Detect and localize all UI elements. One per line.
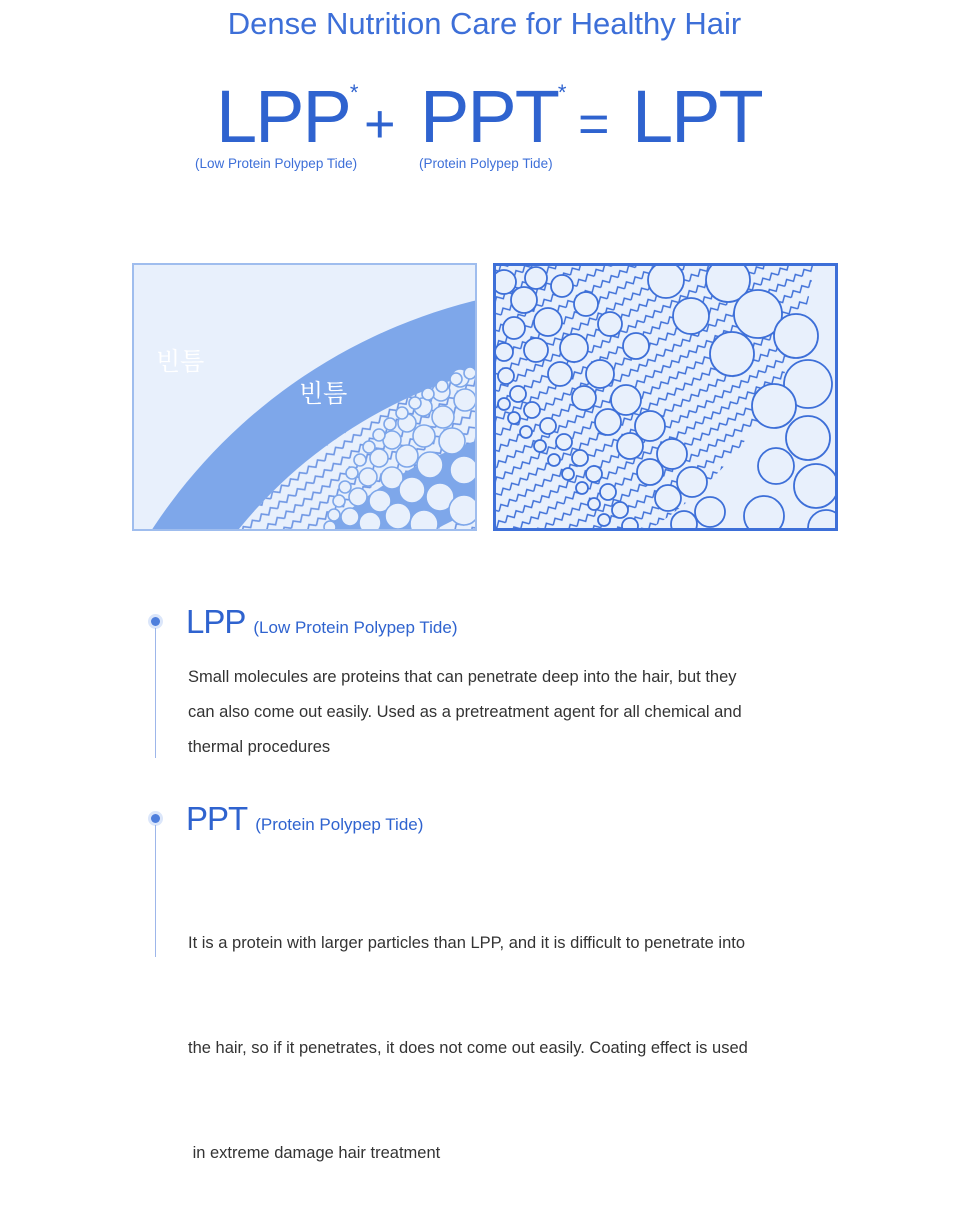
hair-filled-illustration <box>496 266 835 528</box>
ppt-subtitle: (Protein Polypep Tide) <box>419 156 553 171</box>
ppt-line-1: It is a protein with larger particles than LPP, and it is difficult to penetrate into <box>188 934 746 952</box>
formula-lpp <box>216 72 358 162</box>
gap-label-inner: 빈틈 <box>299 379 348 408</box>
hair-gap-diagram <box>132 263 477 531</box>
headline: Dense Nutrition Care for Healthy Hair <box>227 6 742 41</box>
formula-lpt-text: LPT <box>632 75 762 158</box>
lpp-description <box>188 660 828 765</box>
ppt-timeline-line <box>155 825 156 957</box>
lpp-section-title <box>186 603 457 641</box>
ppt-title-subtitle: (Protein Polypep Tide) <box>255 815 424 834</box>
lpp-line-3: thermal procedures <box>188 738 331 756</box>
ppt-description <box>188 856 828 1206</box>
gap-label-outer: 빈틈 <box>156 347 205 376</box>
lpp-line-1: Small molecules are proteins that can penetrate deep into the hair, but they <box>188 668 737 686</box>
lpp-title-subtitle: (Low Protein Polypep Tide) <box>253 618 458 637</box>
formula-lpp-asterisk: * <box>349 80 359 105</box>
ppt-line-3: in extreme damage hair treatment <box>188 1144 441 1162</box>
equals-sign: = <box>578 94 608 154</box>
hair-gap-illustration <box>134 265 475 529</box>
lpp-subtitle: (Low Protein Polypep Tide) <box>195 156 358 171</box>
formula-plus <box>364 72 394 162</box>
formula-lpt <box>632 72 762 162</box>
plus-sign: + <box>364 94 394 154</box>
formula-lpp-text: LPP <box>216 75 350 158</box>
formula-ppt-text: PPT <box>420 75 558 158</box>
formula-ppt <box>420 72 566 162</box>
formula-equals <box>578 72 608 162</box>
ppt-line-2: the hair, so if it penetrates, it does not come out easily. Coating effect is used <box>188 1039 748 1057</box>
formula-ppt-asterisk: * <box>557 80 567 105</box>
lpp-title: LPP <box>186 603 246 640</box>
hair-filled-diagram <box>493 263 838 531</box>
ppt-bullet-dot <box>151 814 160 823</box>
lpp-line-2: can also come out easily. Used as a pretreatment agent for all chemical and <box>188 703 742 721</box>
lpp-timeline-line <box>155 628 156 758</box>
lpp-bullet-dot <box>151 617 160 626</box>
ppt-title: PPT <box>186 800 248 837</box>
ppt-section-title <box>186 800 423 838</box>
